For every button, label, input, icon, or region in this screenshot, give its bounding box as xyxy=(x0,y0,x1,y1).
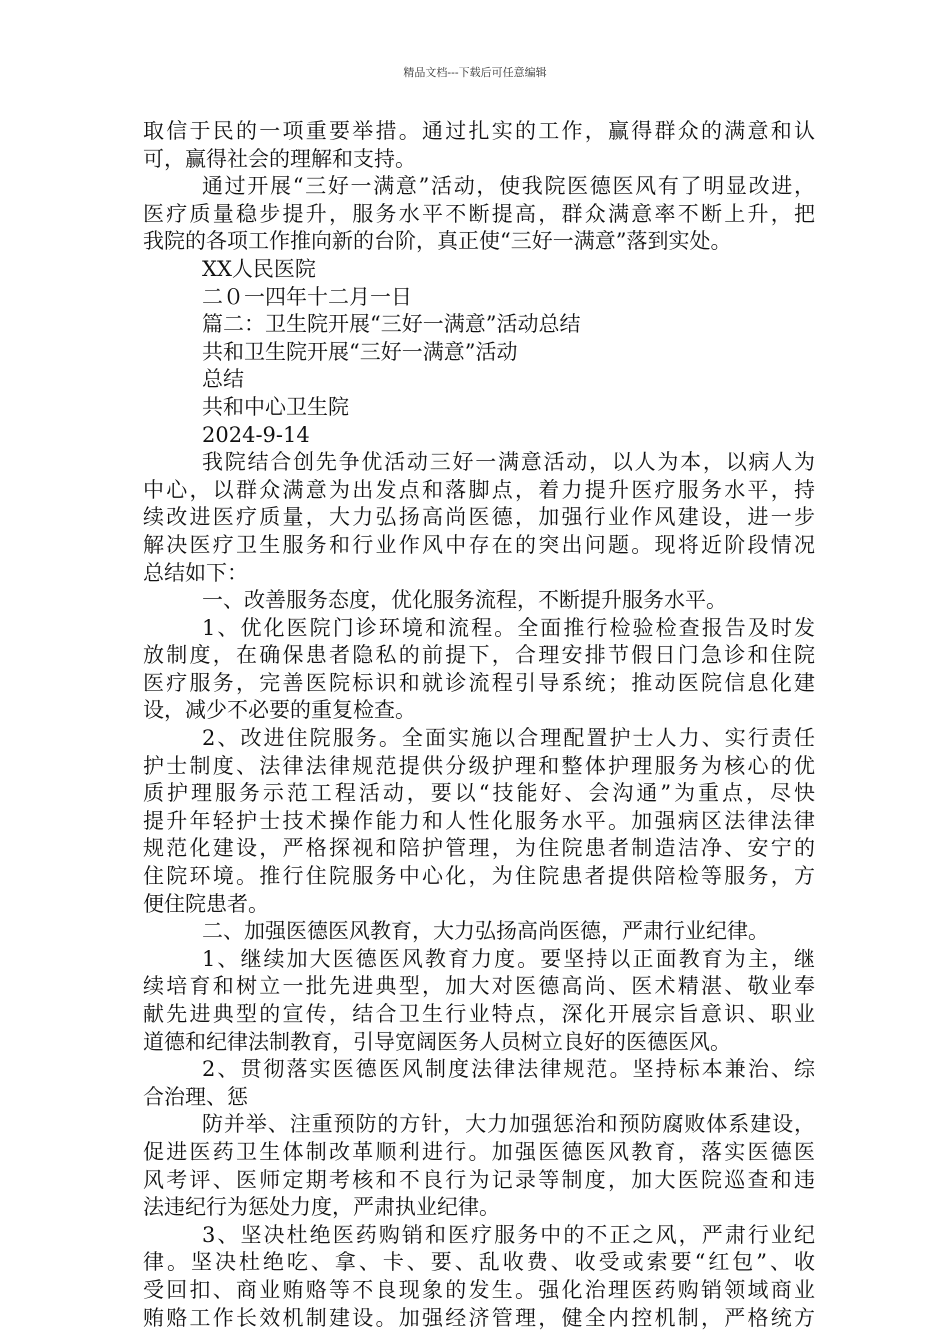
text-line: 总结如下： xyxy=(143,560,248,585)
text-line: 二０一四年十二月一日 xyxy=(202,284,412,309)
text-line: 医疗质量稳步提升，服务水平不断提高，群众满意率不断上升，把 xyxy=(143,201,815,226)
text-line: 我院的各项工作推向新的台阶，真正使“三好一满意”落到实处。 xyxy=(143,229,732,254)
text-line: 法违纪行为惩处力度，严肃执业纪律。 xyxy=(143,1195,500,1220)
text-line: 共和中心卫生院 xyxy=(202,394,349,419)
text-line: 2024-9-14 xyxy=(202,422,310,447)
text-line: 通过开展“三好一满意”活动，使我院医德医风有了明显改进， xyxy=(202,174,815,199)
text-line: 共和卫生院开展“三好一满意”活动 xyxy=(202,339,518,364)
text-line: 中心，以群众满意为出发点和落脚点，着力提升医疗服务水平，持 xyxy=(143,477,815,502)
text-line: 1、继续加大医德医风教育力度。要坚持以正面教育为主，继 xyxy=(202,946,815,971)
text-line: 献先进典型的宣传，结合卫生行业特点，深化开展宗旨意识、职业 xyxy=(143,1002,815,1026)
text-line: 规范化建设，严格探视和陪护管理，为住院患者制造洁净、安宁的 xyxy=(143,836,815,861)
text-line: 贿赂工作长效机制建设。加强经济管理，健全内控机制，严格统方 xyxy=(143,1305,815,1330)
text-line: 风考评、医师定期考核和不良行为记录等制度，加大医院巡查和违 xyxy=(143,1167,815,1192)
text-line: 律。坚决杜绝吃、拿、卡、要、乱收费、收受或索要“红包”、收 xyxy=(143,1250,815,1275)
text-line: 我院结合创先争优活动三好一满意活动，以人为本，以病人为 xyxy=(202,450,815,475)
text-line: 合治理、惩 xyxy=(143,1084,248,1109)
text-line: 医疗服务，完善医院标识和就诊流程引导系统；推动医院信息化建 xyxy=(143,670,815,695)
text-line: 住院环境。推行住院服务中心化，为住院患者提供陪检等服务，方 xyxy=(143,864,815,889)
text-line: 一、改善服务态度，优化服务流程，不断提升服务水平。 xyxy=(202,588,727,613)
text-line: 2、改进住院服务。全面实施以合理配置护士人力、实行责任 xyxy=(202,726,815,751)
text-line: 2、贯彻落实医德医风制度法律法律规范。坚持标本兼治、综 xyxy=(202,1057,815,1082)
text-line: 解决医疗卫生服务和行业作风中存在的突出问题。现将近阶段情况 xyxy=(143,532,815,557)
text-line: 二、加强医德医风教育，大力弘扬高尚医德，严肃行业纪律。 xyxy=(202,919,769,944)
text-line: 取信于民的一项重要举措。通过扎实的工作，赢得群众的满意和认 xyxy=(143,119,815,143)
text-line: 便住院患者。 xyxy=(143,891,269,916)
text-line: 续培育和树立一批先进典型，加大对医德高尚、医术精湛、敬业奉 xyxy=(143,974,815,999)
text-line: XX人民医院 xyxy=(202,256,316,281)
text-line: 道德和纪律法制教育，引导宽阔医务人员树立良好的医德医风。 xyxy=(143,1029,731,1054)
text-line: 1、优化医院门诊环境和流程。全面推行检验检查报告及时发 xyxy=(202,615,815,640)
text-line: 受回扣、商业贿赂等不良现象的发生。强化治理医药购销领域商业 xyxy=(143,1277,815,1302)
text-line: 放制度，在确保患者隐私的前提下，合理安排节假日门急诊和住院 xyxy=(143,643,815,668)
text-line: 可，赢得社会的理解和支持。 xyxy=(143,146,416,171)
text-line: 总结 xyxy=(202,367,244,392)
document-body xyxy=(143,118,815,1332)
text-line: 质护理服务示范工程活动，要以“技能好、会沟通”为重点，尽快 xyxy=(143,781,815,806)
text-line: 提升年轻护士技术操作能力和人性化服务水平。加强病区法律法律 xyxy=(143,808,815,833)
text-line: 促进医药卫生体制改革顺利进行。加强医德医风教育，落实医德医 xyxy=(143,1139,815,1164)
text-line: 设，减少不必要的重复检查。 xyxy=(143,698,416,723)
text-line: 3、坚决杜绝医药购销和医疗服务中的不正之风，严肃行业纪 xyxy=(202,1222,815,1247)
text-line: 续改进医疗质量，大力弘扬高尚医德，加强行业作风建设，进一步 xyxy=(143,505,815,530)
text-line: 护士制度、法律法律规范提供分级护理和整体护理服务为核心的优 xyxy=(143,753,815,778)
text-line: 防并举、注重预防的方针，大力加强惩治和预防腐败体系建设， xyxy=(202,1112,815,1137)
text-line: 篇二：卫生院开展“三好一满意”活动总结 xyxy=(202,312,581,337)
page-header: 精品文档---下载后可任意编辑 xyxy=(403,66,547,79)
